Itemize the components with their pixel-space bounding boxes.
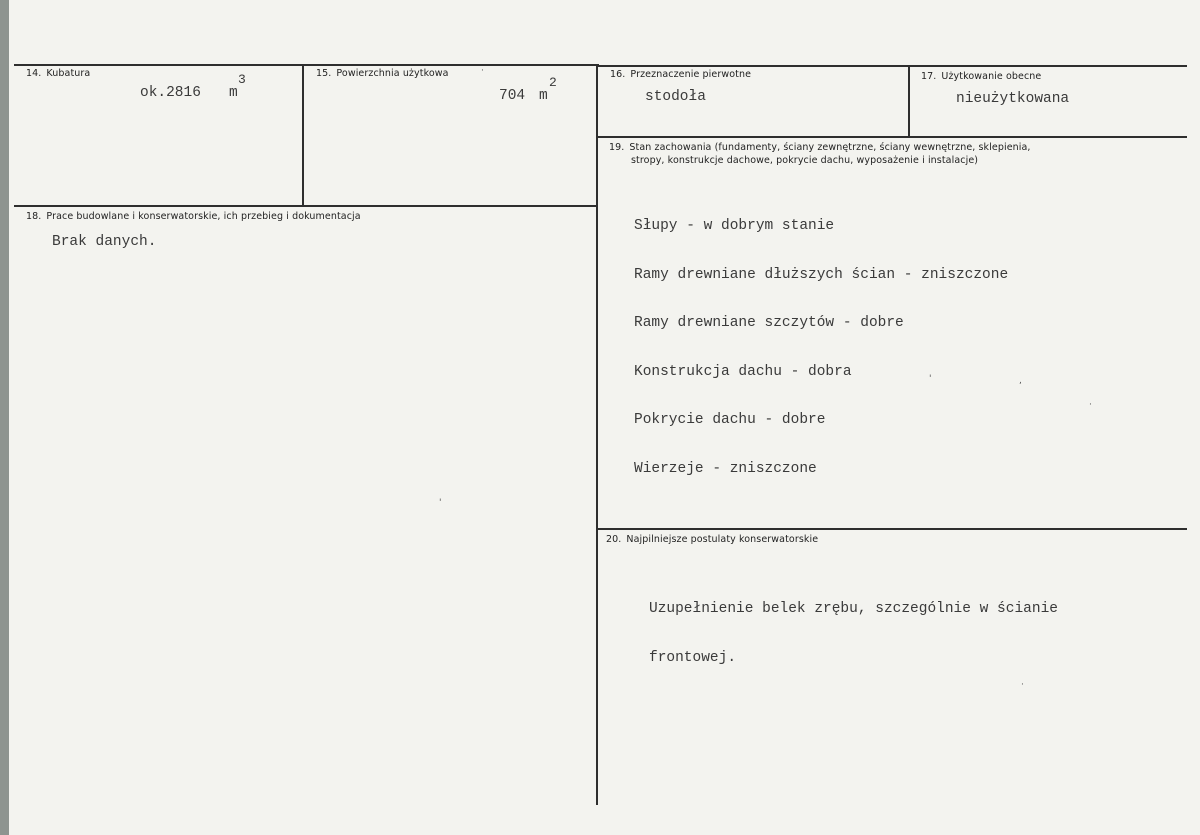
scan-speck: ·: [1021, 680, 1024, 690]
field-14-unit-exponent: 3: [238, 72, 246, 87]
field-15-unit: m: [539, 88, 548, 104]
field-19-line: Wierzeje - zniszczone: [634, 460, 817, 477]
divider-vertical-14-15: [302, 65, 304, 206]
scan-speck: ·: [481, 66, 484, 76]
scan-speck: ': [439, 498, 442, 508]
field-19-line: Konstrukcja dachu - dobra: [634, 363, 852, 380]
divider-vertical-16-17: [908, 65, 910, 137]
field-19-label: 19. Stan zachowania (fundamenty, ściany zewnętrzne, ściany wewnętrzne, sklepienia, stropy, konstrukcje dachowe, pokrycie dachu, wyposażenie i instalacje): [609, 142, 1031, 166]
field-18-value: Brak danych.: [52, 234, 157, 250]
field-14-value: ok.2816: [140, 85, 201, 101]
divider-under-14-15: [14, 205, 598, 207]
field-15-unit-exponent: 2: [549, 75, 557, 90]
field-20-line: frontowej.: [649, 649, 737, 666]
scan-speck: ·: [1089, 400, 1092, 410]
field-18-label: 18. Prace budowlane i konserwatorskie, ich przebieg i dokumentacja: [26, 211, 361, 222]
field-19-line: Słupy - w dobrym stanie: [634, 218, 835, 234]
field-14-label: 14. Kubatura: [26, 68, 91, 79]
field-14-unit: m: [229, 85, 238, 101]
scan-speck: ': [929, 374, 932, 384]
field-19-value: [634, 186, 1008, 510]
field-20-label: 20. Najpilniejsze postulaty konserwatorskie: [606, 534, 819, 545]
field-16-label: 16. Przeznaczenie pierwotne: [610, 69, 752, 80]
field-15-label: 15. Powierzchnia użytkowa: [316, 68, 449, 79]
field-19-line: Pokrycie dachu - dobre: [634, 412, 826, 429]
divider-top-left: [14, 64, 599, 66]
field-16-value: stodoła: [645, 89, 706, 105]
field-15-value: 704: [499, 88, 526, 104]
field-19-line: Ramy drewniane dłuższych ścian - zniszczone: [634, 266, 1009, 283]
scan-speck: ,: [1019, 376, 1022, 386]
field-20-line: Uzupełnienie belek zrębu, szczególnie w ścianie: [649, 601, 1058, 617]
divider-above-20: [597, 528, 1187, 530]
divider-top-right: [597, 65, 1187, 67]
divider-under-16-17: [597, 136, 1187, 138]
record-card: [9, 0, 1200, 835]
field-17-value: nieużytkowana: [956, 91, 1070, 107]
field-19-line: Ramy drewniane szczytów - dobre: [634, 315, 904, 332]
field-17-label: 17. Użytkowanie obecne: [921, 71, 1042, 82]
field-20-value: [649, 569, 1058, 698]
divider-vertical-main: [596, 65, 598, 805]
